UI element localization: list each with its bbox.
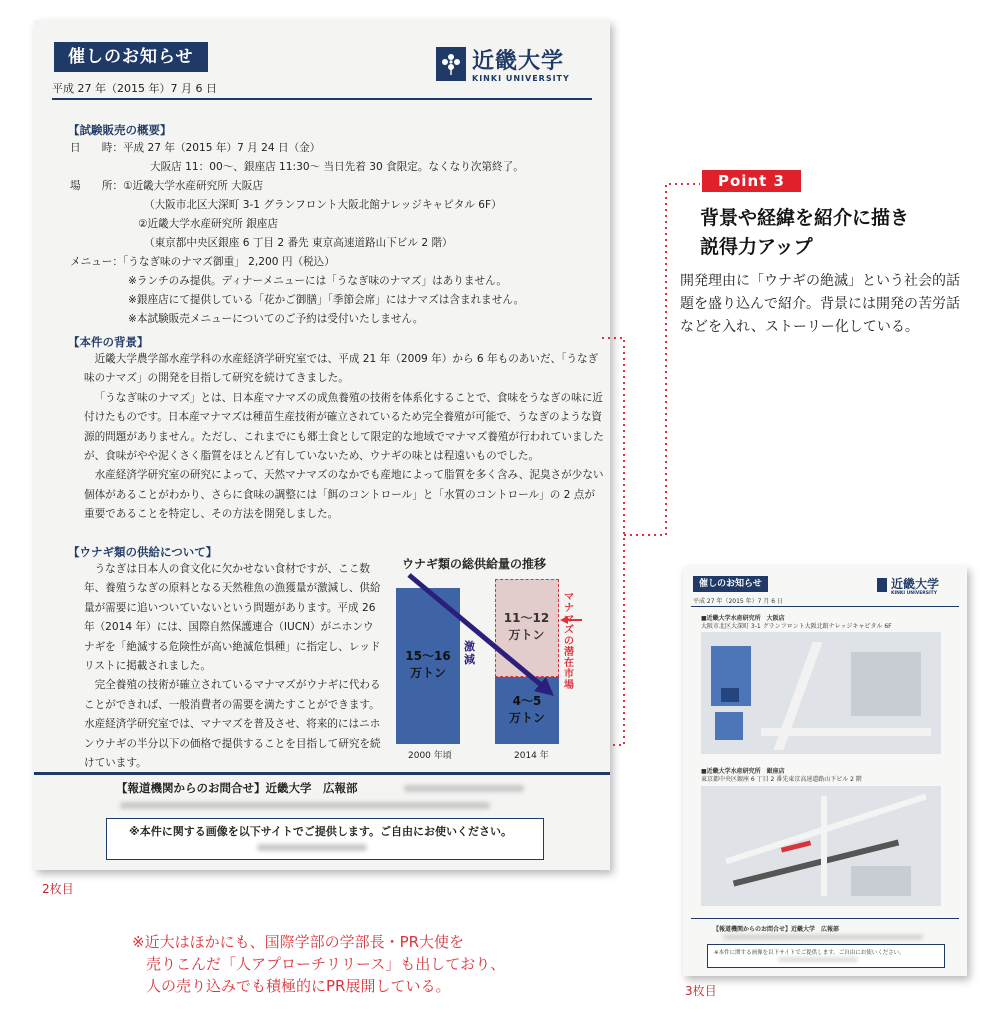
header-rule <box>52 98 592 100</box>
summary-line: （大阪市北区大深町 3-1 グランフロント大阪北館ナレッジキャピタル 6F） <box>144 199 502 211</box>
thumb-logo-emblem-icon <box>877 578 887 592</box>
summary-line: ※本試験販売メニューについてのご予約は受付いたしません。 <box>128 313 424 325</box>
summary-line: メニュー：「うなぎ味のナマズ御重」 2,200 円（税込） <box>70 256 335 268</box>
point-title-line: 説得力アップ <box>700 236 813 258</box>
map-location-marker <box>721 688 739 702</box>
summary-line: ②近畿大学水産研究所 銀座店 <box>138 218 278 230</box>
background-paragraph-3: 水産経済学研究室の研究によって、天然マナマズのなかでも産地によって脂質を多く含み、泥臭さが少ない個体があることがわかり、さらに食味の調整には「餌のコントロール」と「水質のコントロール」の 2 点が重要であることを特定し、その方法を開発しました。 <box>84 469 604 521</box>
release-page-2 <box>34 20 610 870</box>
chart-annotation-potential: マナマズの潜在市場 <box>564 592 574 691</box>
summary-line: ※銀座店にて提供している「花かご御膳」「季節会席」にはナマズは含まれません。 <box>128 294 525 306</box>
thumb-osaka-address: 大阪市北区大深町 3-1 グランフロント大阪北館ナレッジキャピタル 6F <box>701 623 892 630</box>
chart-value-label: 4〜5 万トン <box>508 694 545 725</box>
background-paragraph-1: 近畿大学農学部水産学科の水産経済学研究室では、平成 21 年（2009 年）から 6 年ものあいだ、「うなぎ味のナマズ」の開発を目指して研究を続けてきました。 <box>84 353 599 385</box>
thumb-date: 平成 27 年（2015 年）7 月 6 日 <box>693 598 783 605</box>
map-road <box>821 796 827 896</box>
bottom-note <box>132 931 505 997</box>
summary-line: ※ランチのみ提供。ディナーメニューには「うなぎ味のナマズ」はありません。 <box>128 275 507 287</box>
blurred-url <box>257 844 367 851</box>
thumb-contact: 【報道機関からのお問合せ】近畿大学 広報部 <box>713 926 840 933</box>
chart-x-label: 2000 年頃 <box>408 751 452 761</box>
supply-text <box>84 560 382 773</box>
supply-paragraph-1: うなぎは日本人の食文化に欠かせない食材ですが、ここ数年、養殖うなぎの原料となる天然稚魚の漁獲量が激減し、供給量が需要に追いついていないという問題があります。平成 26 年（2014 年）には、国際自然保護連合（IUCN）がニホンウナギを「絶滅する危険性が高い絶滅危惧種」に指定し、レッドリストに掲載されました。 <box>84 563 381 673</box>
thumb-osaka-heading: ■近畿大学水産研究所 大阪店 <box>701 615 785 622</box>
caption-page-3: 3枚目 <box>685 984 717 998</box>
bottom-note-line: 人の売り込みでも積極的にPR展開している。 <box>146 977 451 995</box>
supply-heading: 【ウナギ類の供給について】 <box>68 545 218 559</box>
logo-english: KINKI UNIVERSITY <box>472 74 570 83</box>
thumb-notice-box <box>707 944 945 968</box>
release-page-3-thumbnail <box>683 566 967 976</box>
caption-page-2: 2枚目 <box>42 882 74 896</box>
chart-annotation-decline: 激減 <box>464 640 475 666</box>
summary-heading: 【試験販売の概要】 <box>68 123 172 137</box>
summary-line: （東京都中央区銀座 6 丁目 2 番先 東京高速道路山下ビル 2 階） <box>144 237 453 249</box>
background-paragraph-2: 「うなぎ味のナマズ」とは、日本産マナマズの成魚養殖の技術を体系化することで、食味をうなぎの味に近付けたものです。日本産マナマズは種苗生産技術が確立されているため完全養殖が可能で、うなぎのような資源的問題がありません。ただし、これまでにも郷土食として限定的な地域でマナマズ養殖が行われていましたが、食味がやや泥くさく脂質をほとんど有していないため、ウナギの味とは程遠いものでした。 <box>84 391 604 463</box>
thumb-title: 催しのお知らせ <box>693 576 768 592</box>
map-road <box>761 728 931 736</box>
university-logo <box>436 44 586 96</box>
supply-paragraph-2: 完全養殖の技術が確立されているマナマズがウナギに代わることができれば、一般消費者の需要を満たすことができます。水産経済学研究室では、マナマズを普及させ、将来的にはニホンウナギの半分以下の価格で提供することを目指して研究を続けています。 <box>84 679 381 770</box>
chart-x-label: 2014 年 <box>514 751 549 761</box>
thumb-map-osaka <box>701 632 941 754</box>
point-title-line: 背景や経緯を紹介に描き <box>700 207 910 229</box>
map-block <box>851 866 911 896</box>
footer-rule <box>34 772 610 775</box>
logo-name: 近畿大学 <box>472 49 565 74</box>
background-heading: 【本件の背景】 <box>68 335 149 349</box>
bottom-note-line: ※近大はほかにも、国際学部の学部長・PR大使を <box>132 933 465 951</box>
page-title: 催しのお知らせ <box>54 42 208 72</box>
point-title <box>700 204 909 262</box>
thumb-ginza-heading: ■近畿大学水産研究所 銀座店 <box>701 768 785 775</box>
thumb-blurred-url <box>778 958 858 961</box>
thumb-notice: ※本件に関する画像を以下サイトでご提供します。ご自由にお使いください。 <box>714 950 905 956</box>
thumb-map-ginza <box>701 786 941 906</box>
thumb-ginza-address: 東京都中央区銀座 6 丁目 2 番先東京高速道路山下ビル 2 階 <box>701 776 862 783</box>
map-block <box>851 652 921 716</box>
image-notice: ※本件に関する画像を以下サイトでご提供します。ご自由にお使いください。 <box>129 825 513 838</box>
chart-title: ウナギ類の総供給量の推移 <box>402 557 547 571</box>
summary-line: 場 所：①近畿大学水産研究所 大阪店 <box>70 180 263 192</box>
chart-value-label: 15〜16 万トン <box>405 649 451 680</box>
summary-line: 大阪店 11：00〜、銀座店 11:30〜 当日先着 30 食限定。なくなり次第終了。 <box>150 161 524 173</box>
map-block <box>715 712 743 740</box>
thumb-blurred-contact <box>723 935 923 939</box>
point-badge: Point 3 <box>702 170 801 192</box>
thumb-rule <box>691 606 959 607</box>
bottom-note-line: 売りこんだ「人アプローチリリース」も出しており、 <box>146 955 506 973</box>
blurred-contact-numbers <box>120 802 490 809</box>
chart-value-label: 11〜12 万トン <box>503 611 550 642</box>
point-description: 開発理由に「ウナギの絶滅」という社会的話題を盛り込んで紹介。背景には開発の苦労話などを入れ、ストーリー化している。 <box>680 273 960 335</box>
thumb-logo-name: 近畿大学 <box>891 577 940 591</box>
thumb-footer-rule <box>691 918 959 919</box>
image-notice-box <box>106 818 544 860</box>
thumb-logo-english: KINKI UNIVERSITY <box>891 591 938 596</box>
background-paragraph <box>84 350 604 525</box>
logo-emblem-icon <box>436 47 466 81</box>
summary-line: 日 時：平成 27 年（2015 年）7 月 24 日（金） <box>70 142 321 154</box>
contact-line: 【報道機関からのお問合せ】近畿大学 広報部 <box>116 781 358 795</box>
release-date: 平成 27 年（2015 年）7 月 6 日 <box>52 82 217 95</box>
blurred-name <box>404 785 524 792</box>
